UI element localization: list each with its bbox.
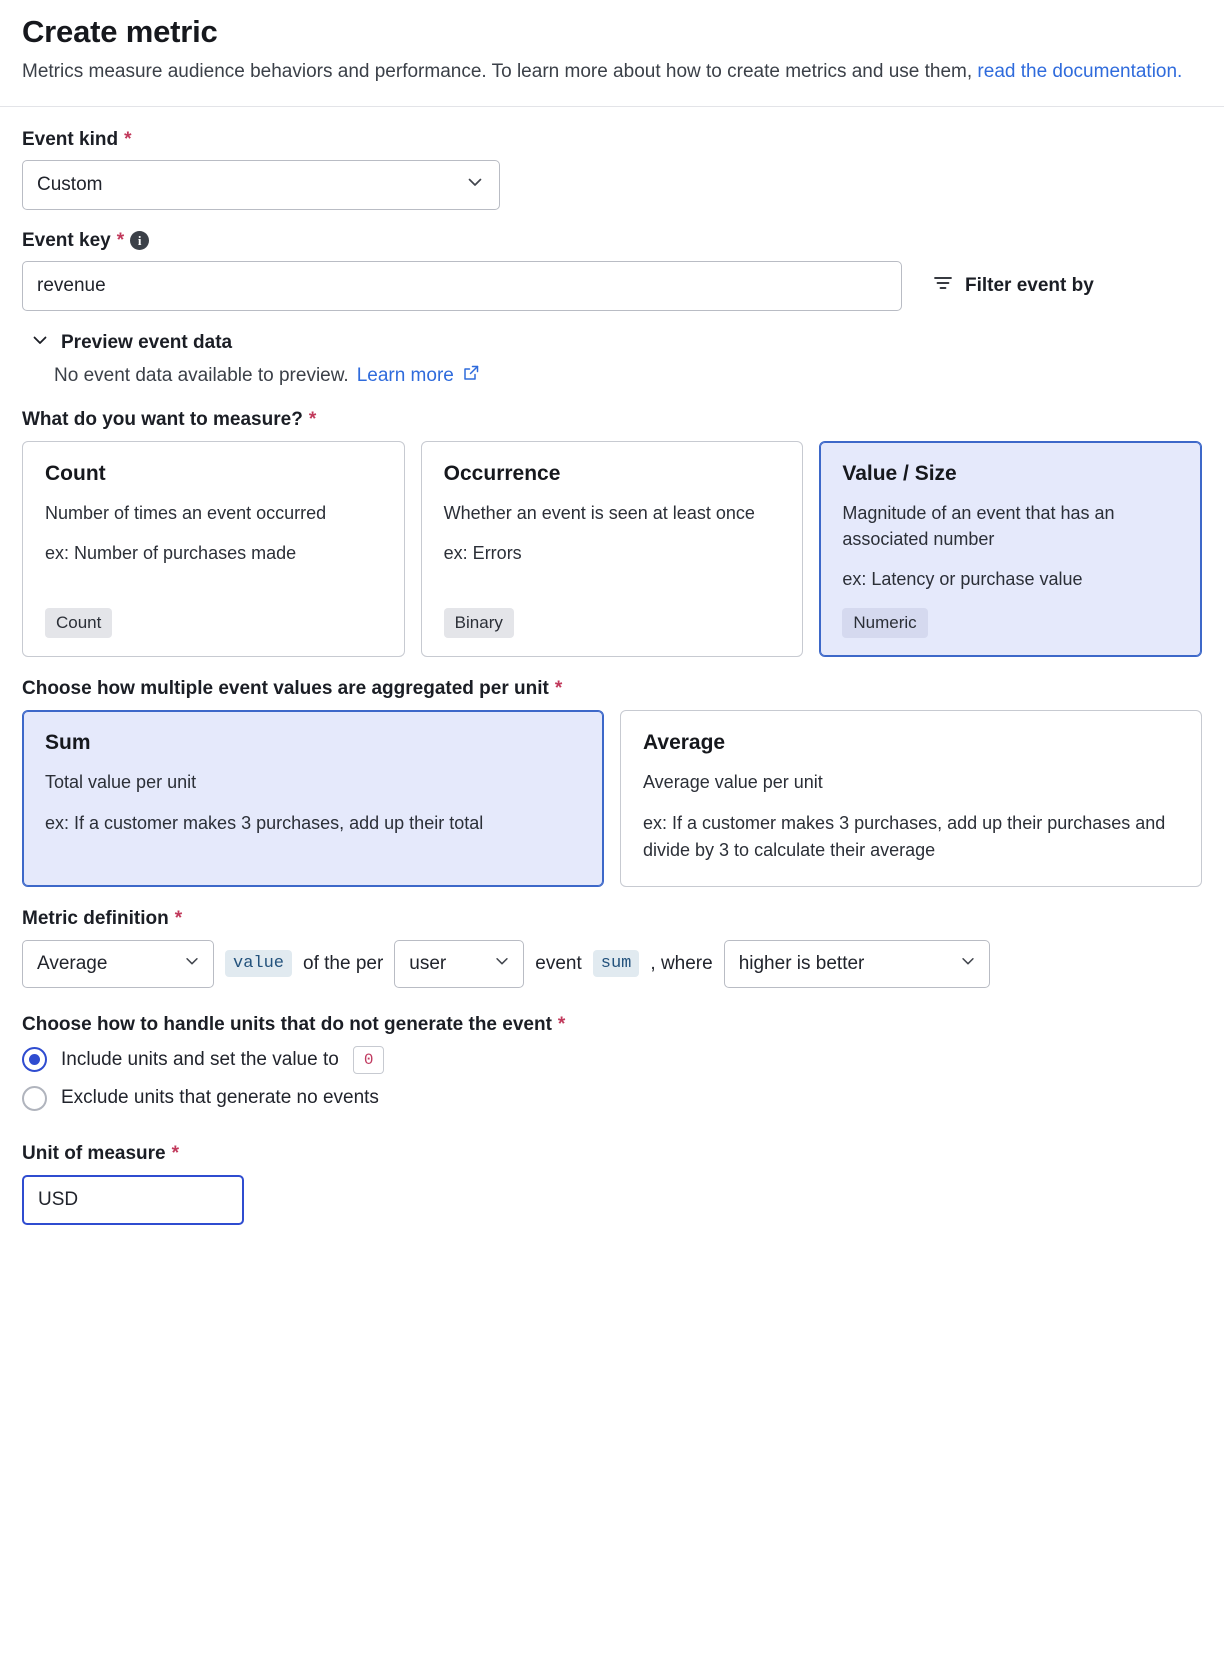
unit-of-measure-value: USD [38,1188,79,1210]
chevron-down-icon [465,172,485,198]
unit-of-measure-input[interactable] [22,1175,244,1225]
measure-option-desc: Magnitude of an event that has an associated number [842,502,1115,549]
event-kind-label-text: Event kind [22,128,119,150]
units-handling-label-text: Choose how to handle units that do not generate the event [22,1013,552,1035]
event-key-label [22,230,1202,252]
filter-event-by-button[interactable] [932,272,1094,300]
definition-unit-select[interactable] [394,940,524,988]
measure-option-count[interactable] [22,441,405,657]
measure-option-badge: Count [45,608,112,638]
definition-text-of-the-per: of the per [303,952,384,974]
event-kind-required: * [124,128,132,150]
units-handling-include-row[interactable] [22,1046,1202,1074]
definition-sum-token: sum [593,950,640,977]
definition-aggregation-select[interactable] [22,940,214,988]
aggregation-required: * [554,677,563,699]
external-link-icon [462,364,480,388]
unit-of-measure-required: * [171,1142,179,1164]
measure-option-value-size[interactable] [819,441,1202,657]
info-icon[interactable]: i [130,231,149,250]
measure-option-desc: Whether an event is seen at least once [443,502,755,523]
aggregation-option-desc: Total value per unit [45,771,197,792]
measure-option-example: ex: Latency or purchase value [842,568,1083,589]
event-key-value: revenue [37,274,106,296]
measure-option-example: ex: Number of purchases made [45,542,297,563]
page-header [0,0,1224,107]
event-kind-select[interactable] [22,160,500,210]
metric-definition-row [22,940,1202,988]
radio-exclude-units[interactable] [22,1086,47,1111]
definition-text-event: event [535,952,582,974]
preview-event-data-toggle[interactable] [30,330,1202,356]
measure-label [22,409,1202,431]
event-kind-value: Custom [37,173,103,195]
measure-option-occurrence[interactable] [421,441,804,657]
unit-of-measure-label-text: Unit of measure [22,1142,166,1164]
documentation-link[interactable]: read the documentation. [977,61,1183,82]
event-key-required: * [116,229,125,251]
aggregation-option-title: Average [643,730,726,754]
units-handling-exclude-label: Exclude units that generate no events [61,1087,379,1109]
unit-of-measure-label [22,1143,1202,1165]
measure-option-title: Occurrence [443,461,561,485]
metric-definition-label [22,908,1202,930]
metric-definition-label-text: Metric definition [22,907,169,929]
metric-definition-required: * [174,907,183,929]
aggregation-option-desc: Average value per unit [643,771,823,792]
event-kind-label [22,129,1202,151]
event-key-input[interactable] [22,261,902,311]
page-subtitle [22,58,1202,86]
measure-options [22,441,1202,657]
definition-value-token: value [225,950,292,977]
measure-label-text: What do you want to measure? [22,408,303,430]
measure-option-badge: Numeric [842,608,927,638]
chevron-down-icon [493,952,511,976]
learn-more-link[interactable]: Learn more [356,364,454,386]
measure-required: * [308,408,317,430]
filter-icon [932,272,954,300]
preview-empty-text: No event data available to preview. [54,364,349,386]
units-handling-exclude-row[interactable] [22,1086,1202,1111]
definition-aggregation-value: Average [37,952,108,974]
definition-direction-select[interactable] [724,940,990,988]
aggregation-option-average[interactable] [620,710,1202,887]
definition-unit-value: user [409,952,447,974]
event-key-row [22,261,1202,311]
units-handling-required: * [557,1013,566,1035]
chevron-down-icon [30,330,50,356]
preview-event-data-label: Preview event data [61,331,233,353]
form-body [0,107,1224,1225]
measure-option-badge: Binary [444,608,514,638]
aggregation-option-example: ex: If a customer makes 3 purchases, add up their total [45,812,484,833]
measure-option-title: Count [45,461,106,485]
page-title: Create metric [22,14,218,49]
page-subtitle-text: Metrics measure audience behaviors and performance. To learn more about how to create metrics and use them, [22,61,978,82]
chevron-down-icon [183,952,201,976]
measure-option-title: Value / Size [842,461,957,485]
units-handling-label [22,1014,1202,1036]
preview-empty-state [54,364,1202,388]
aggregation-label-text: Choose how multiple event values are aggregated per unit [22,677,549,699]
aggregation-options [22,710,1202,887]
chevron-down-icon [959,952,977,976]
measure-option-desc: Number of times an event occurred [45,502,327,523]
aggregation-option-example: ex: If a customer makes 3 purchases, add up their purchases and divide by 3 to calculate their average [643,812,1166,860]
definition-text-where: , where [650,952,713,974]
aggregation-label [22,678,1202,700]
units-handling-include-label: Include units and set the value to [61,1048,339,1070]
radio-include-units[interactable] [22,1047,47,1072]
include-units-value-input[interactable]: 0 [353,1046,385,1074]
aggregation-option-sum[interactable] [22,710,604,887]
filter-event-by-label: Filter event by [965,274,1094,296]
aggregation-option-title: Sum [45,730,91,754]
event-key-label-text: Event key [22,229,111,251]
measure-option-example: ex: Errors [443,542,522,563]
definition-direction-value: higher is better [738,952,865,974]
